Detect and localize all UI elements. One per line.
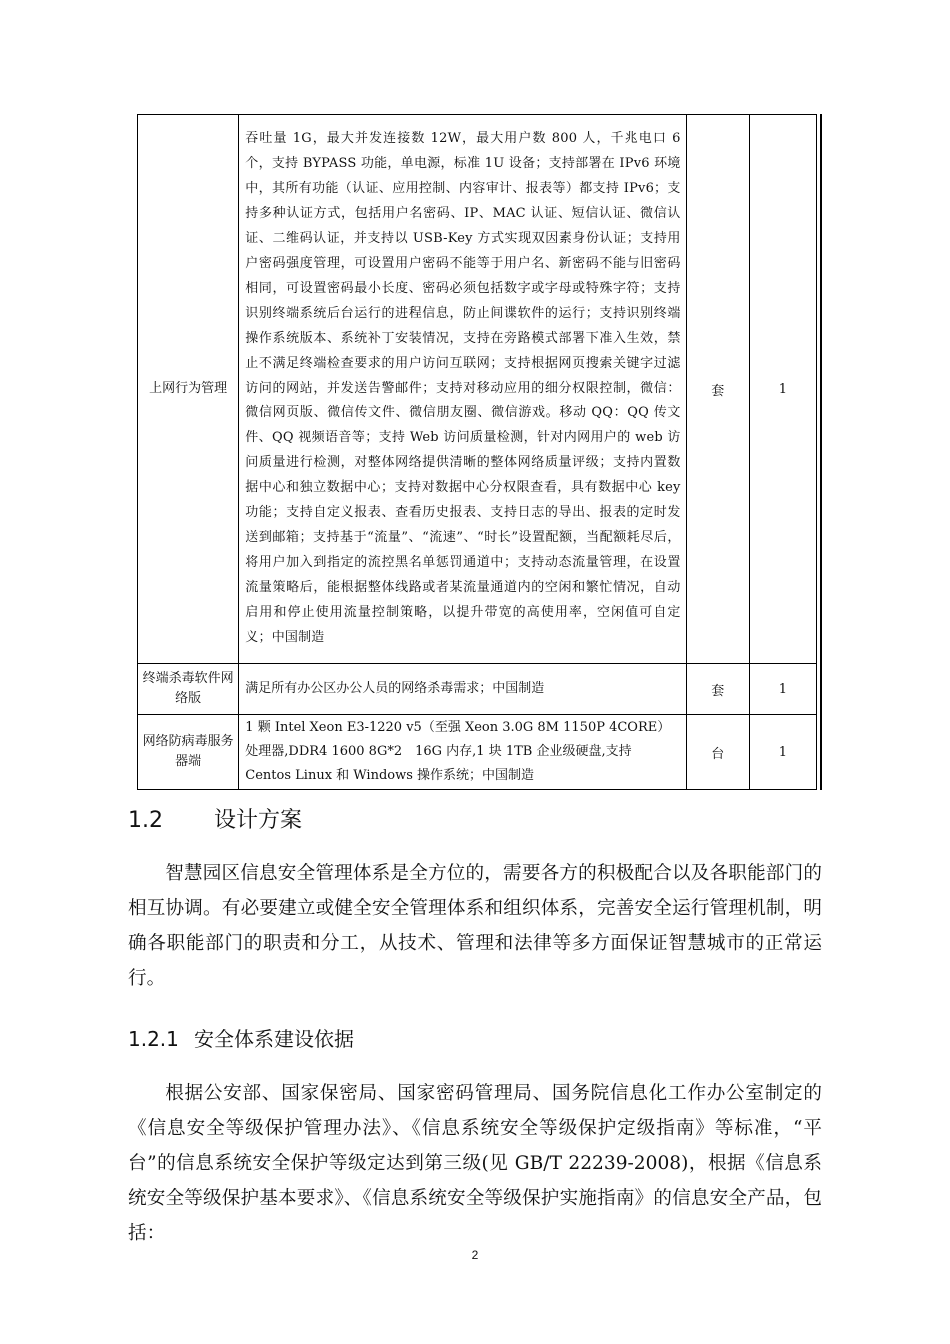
- item-quantity-cell: 1: [749, 664, 816, 715]
- body-paragraph: 根据公安部、国家保密局、国家密码管理局、国务院信息化工作办公室制定的《信息安全等级保护管理办法》、《信息系统安全等级保护定级指南》等标准，“平台”的信息系统安全保护等级定达到第三级(见 GB/T 22239-2008)，根据《信息系统安全等级保护基本要求》、《信息系统安全等级保护实施指南》的信息安全产品，包括：: [128, 1083, 822, 1244]
- item-quantity-cell: 1: [749, 715, 816, 790]
- table-row: [138, 664, 817, 715]
- table-row: [138, 715, 817, 790]
- item-name-cell: 网络防病毒服务器端: [138, 715, 239, 790]
- item-quantity-cell: 1: [749, 115, 816, 664]
- item-name-cell: 终端杀毒软件网络版: [138, 664, 239, 715]
- equipment-spec-table: [137, 114, 817, 790]
- section-title: 设计方案: [214, 808, 303, 833]
- section-number: 1.2: [128, 808, 163, 833]
- item-description-cell: 1 颗 Intel Xeon E3-1220 v5（至强 Xeon 3.0G 8M 1150P 4CORE）处理器,DDR4 1600 8G*2 16G 内存,1 块 1TB 企业级硬盘,支持 Centos Linux 和 Windows 操作系统；中国制造: [239, 715, 686, 790]
- body-paragraph: 智慧园区信息安全管理体系是全方位的，需要各方的积极配合以及各职能部门的相互协调。有必要建立或健全安全管理体系和组织体系，完善安全运行管理机制，明确各职能部门的职责和分工，从技术、管理和法律等多方面保证智慧城市的正常运行。: [128, 863, 822, 989]
- table-row: [138, 115, 817, 664]
- item-description-cell: 吞吐量 1G，最大并发连接数 12W，最大用户数 800 人，千兆电口 6 个，支持 BYPASS 功能，单电源，标准 1U 设备；支持部署在 IPv6 环境中，其所有功能（认证、应用控制、内容审计、报表等）都支持 IPv6；支持多种认证方式，包括用户名密码、IP、MAC 认证、短信认证、微信认证、二维码认证，并支持以 USB-Key 方式实现双因素身份认证；支持用户密码强度管理，可设置用户密码不能等于用户名、新密码不能与旧密码相同，可设置密码最小长度、密码必须包括数字或字母或特殊字符；支持识别终端系统后台运行的进程信息，防止间谍软件的运行；支持识别终端操作系统版本、系统补丁安装情况，支持在旁路模式部署下准入生效，禁止不满足终端检查要求的用户访问互联网；支持根据网页搜索关键字过滤访问的网站，并发送告警邮件；支持对移动应用的细分权限控制，微信：微信网页版、微信传文件、微信朋友圈、微信游戏。移动 QQ：QQ 传文件、QQ 视频语音等；支持 Web 访问质量检测，针对内网用户的 web 访问质量进行检测，对整体网络提供清晰的整体网络质量评级；支持内置数据中心和独立数据中心；支持对数据中心分权限查看，具有数据中心 key 功能；支持自定义报表、查看历史报表、支持日志的导出、报表的定时发送到邮箱；支持基于“流量”、“流速”、“时长”设置配额，当配额耗尽后，将用户加入到指定的流控黑名单惩罚通道中；支持动态流量管理，在设置流量策略后，能根据整体线路或者某流量通道内的空闲和繁忙情况，自动启用和停止使用流量控制策略，以提升带宽的高使用率，空闲值可自定义；中国制造: [239, 115, 686, 664]
- item-description-cell: 满足所有办公区办公人员的网络杀毒需求；中国制造: [239, 664, 686, 715]
- page-number: 2: [471, 1248, 479, 1262]
- item-unit-cell: 套: [686, 664, 749, 715]
- section-heading-1-2-1: [128, 1024, 354, 1054]
- table-right-double-border: [820, 114, 822, 790]
- section-number: 1.2.1: [128, 1027, 179, 1051]
- item-name-cell: 上网行为管理: [138, 115, 239, 664]
- item-unit-cell: 台: [686, 715, 749, 790]
- section-title: 安全体系建设依据: [194, 1027, 354, 1051]
- item-unit-cell: 套: [686, 115, 749, 664]
- section-heading-1-2: [128, 806, 302, 836]
